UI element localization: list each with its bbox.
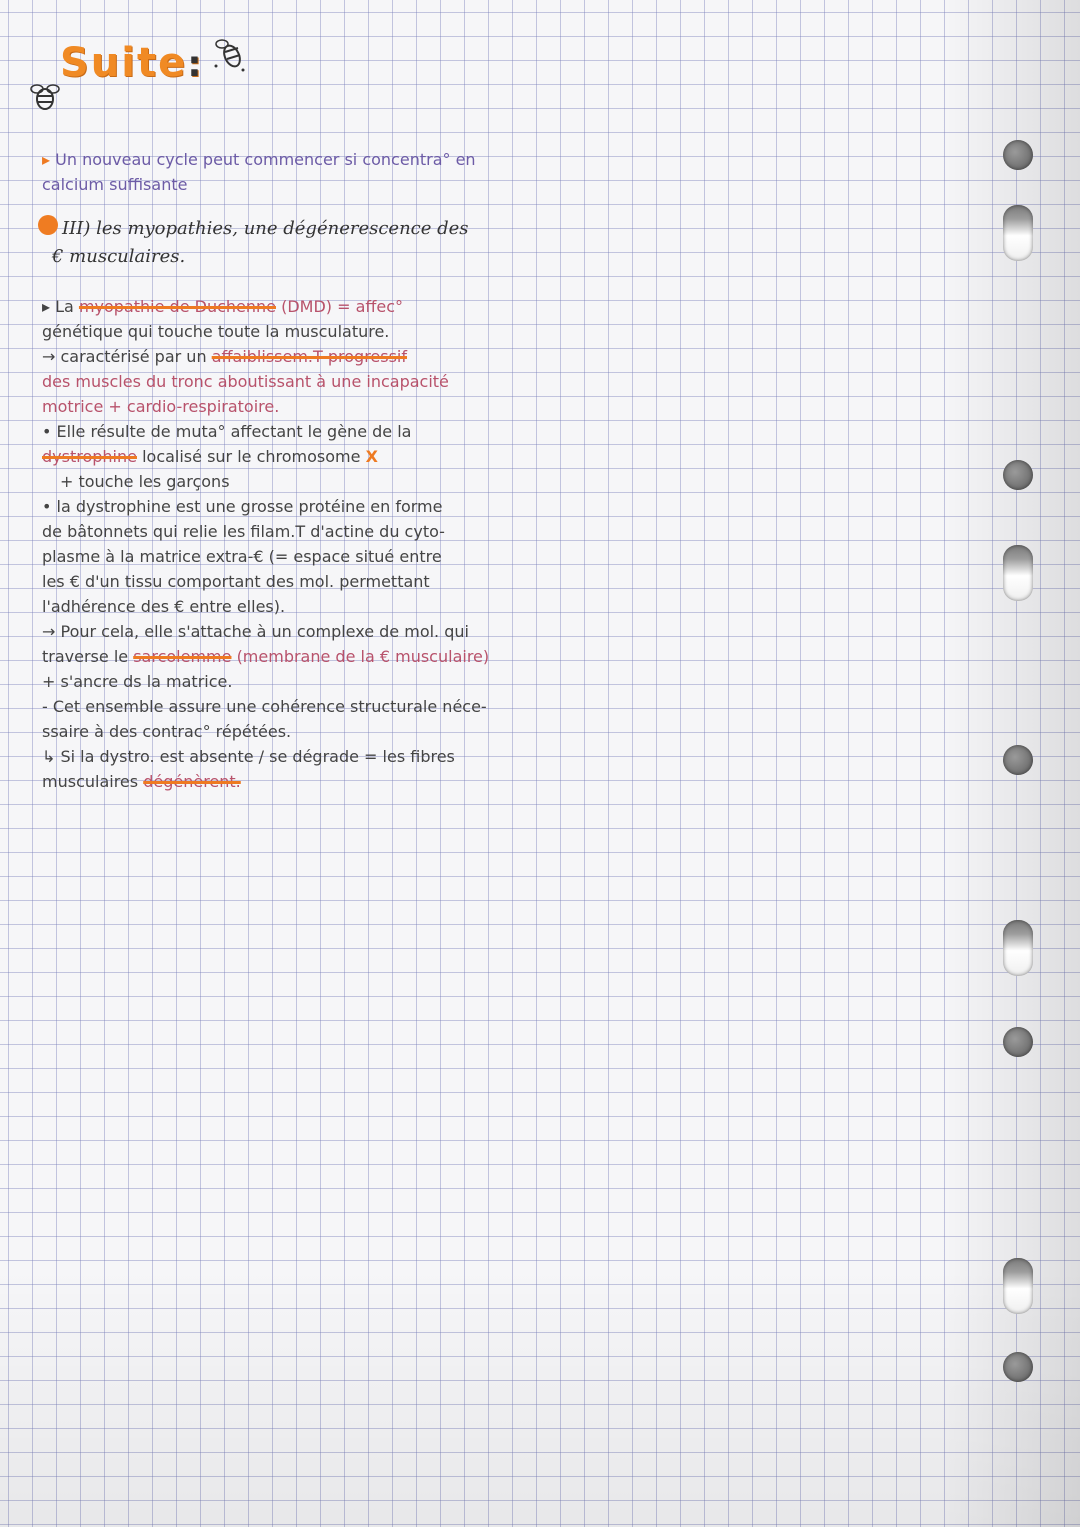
note-line: l'adhérence des € entre elles). — [42, 597, 286, 616]
note-line: → caractérisé par un affaiblissem.T progressif — [42, 347, 408, 366]
binder-hole-icon — [1003, 1258, 1033, 1314]
note-line: des muscles du tronc aboutissant à une incapacité — [42, 372, 449, 391]
note-line: • la dystrophine est une grosse protéine en forme — [42, 497, 443, 516]
note-line: motrice + cardio-respiratoire. — [42, 397, 280, 416]
bee-doodle-icon — [28, 80, 62, 114]
binder-hole-icon — [1003, 205, 1033, 261]
note-line: + s'ancre ds la matrice. — [42, 672, 233, 691]
section-heading-cont: € musculaires. — [52, 246, 186, 267]
bee-doodle-icon — [210, 32, 250, 76]
intro-line: ▸ Un nouveau cycle peut commencer si concentra° en — [42, 150, 476, 169]
note-line: dystrophine localisé sur le chromosome X — [42, 447, 378, 466]
binder-hole-icon — [1003, 1352, 1033, 1382]
note-line: • Elle résulte de muta° affectant le gène de la — [42, 422, 412, 441]
note-line: ssaire à des contrac° répétées. — [42, 722, 292, 741]
note-line: → Pour cela, elle s'attache à un complexe de mol. qui — [42, 622, 469, 641]
note-line: musculaires dégénèrent. — [42, 772, 241, 791]
binder-hole-icon — [1003, 545, 1033, 601]
section-bullet-icon — [38, 215, 58, 235]
note-line: ↳ Si la dystro. est absente / se dégrade = les fibres — [42, 747, 455, 766]
binder-hole-icon — [1003, 460, 1033, 490]
note-line: + touche les garçons — [60, 472, 230, 491]
binder-hole-icon — [1003, 140, 1033, 170]
binder-hole-icon — [1003, 920, 1033, 976]
note-line: ▸ La myopathie de Duchenne (DMD) = affec° — [42, 297, 404, 316]
note-line: génétique qui touche toute la musculature. — [42, 322, 390, 341]
binder-hole-icon — [1003, 745, 1033, 775]
intro-line: calcium suffisante — [42, 175, 188, 194]
note-line: de bâtonnets qui relie les filam.T d'actine du cyto- — [42, 522, 445, 541]
note-line: les € d'un tissu comportant des mol. permettant — [42, 572, 430, 591]
section-heading: III) les myopathies, une dégénerescence des — [62, 218, 469, 239]
note-line: - Cet ensemble assure une cohérence structurale néce- — [42, 697, 487, 716]
note-line: plasme à la matrice extra-€ (= espace situé entre — [42, 547, 442, 566]
binder-hole-icon — [1003, 1027, 1033, 1057]
page-title: Suite: — [60, 40, 204, 86]
note-line: traverse le sarcolemme (membrane de la € musculaire) — [42, 647, 490, 666]
bottom-shade — [0, 1267, 1080, 1527]
